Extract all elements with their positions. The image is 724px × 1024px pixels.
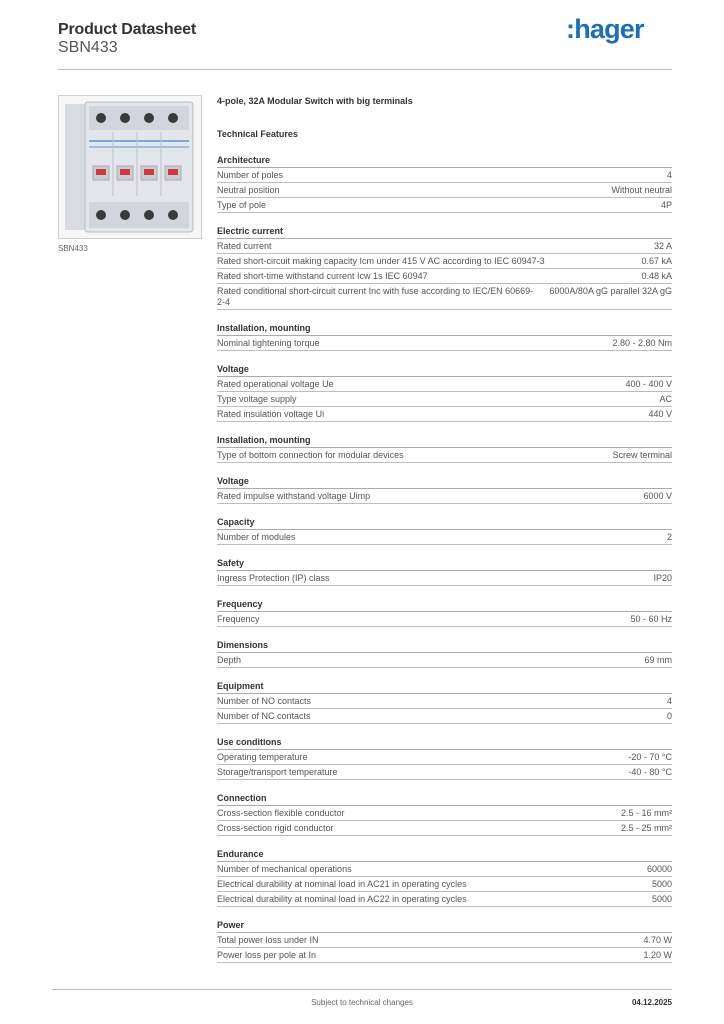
spec-label: Type of bottom connection for modular devices <box>217 450 404 460</box>
spec-value: 2.5 - 16 mm² <box>620 808 672 818</box>
spec-row <box>217 892 672 907</box>
spec-label: Rated current <box>217 241 272 251</box>
spec-row <box>217 948 672 963</box>
spec-row <box>217 862 672 877</box>
spec-section <box>217 793 672 836</box>
image-caption: SBN433 <box>58 244 88 253</box>
section-title: Architecture <box>217 155 672 168</box>
spec-label: Number of modules <box>217 532 296 542</box>
spec-section <box>217 476 672 504</box>
spec-label: Rated conditional short-circuit current Inc with fuse according to IEC/EN 60669-2-4 <box>217 286 534 307</box>
spec-label: Frequency <box>217 614 260 624</box>
spec-label: Neutral position <box>217 185 280 195</box>
spec-section <box>217 323 672 351</box>
spec-section <box>217 920 672 963</box>
product-image <box>58 95 202 239</box>
spec-row <box>217 694 672 709</box>
spec-value: 5000 <box>651 894 672 904</box>
spec-row <box>217 269 672 284</box>
spec-label: Cross-section rigid conductor <box>217 823 334 833</box>
spec-label: Rated operational voltage Ue <box>217 379 334 389</box>
spec-section <box>217 364 672 422</box>
spec-row <box>217 806 672 821</box>
spec-label: Total power loss under IN <box>217 935 319 945</box>
spec-value: 2.80 - 2.80 Nm <box>612 338 672 348</box>
spec-value: 4 <box>666 696 672 706</box>
spec-row <box>217 377 672 392</box>
footer-note: Subject to technical changes <box>311 998 413 1007</box>
spec-value: 440 V <box>648 409 672 419</box>
spec-label: Depth <box>217 655 242 665</box>
spec-row <box>217 448 672 463</box>
spec-row <box>217 653 672 668</box>
spec-section <box>217 558 672 586</box>
spec-section <box>217 599 672 627</box>
spec-row <box>217 284 672 310</box>
spec-row <box>217 183 672 198</box>
spec-label: Storage/transport temperature <box>217 767 338 777</box>
spec-row <box>217 239 672 254</box>
spec-value: 4.70 W <box>643 935 672 945</box>
spec-label: Number of NO contacts <box>217 696 312 706</box>
spec-label: Ingress Protection (IP) class <box>217 573 330 583</box>
spec-value: AC <box>659 394 672 404</box>
spec-value: 0.67 kA <box>641 256 672 266</box>
spec-section <box>217 517 672 545</box>
spec-label: Electrical durability at nominal load in AC21 in operating cycles <box>217 879 467 889</box>
spec-value: 4 <box>666 170 672 180</box>
spec-label: Operating temperature <box>217 752 308 762</box>
technical-features-title: Technical Features <box>217 129 298 139</box>
spec-value: 4P <box>660 200 672 210</box>
modular-switch-illustration <box>59 96 201 238</box>
spec-section <box>217 226 672 310</box>
spec-main <box>217 96 672 963</box>
spec-section <box>217 737 672 780</box>
hager-logo: :hager <box>566 14 644 44</box>
spec-label: Electrical durability at nominal load in AC22 in operating cycles <box>217 894 467 904</box>
spec-value: 69 mm <box>644 655 672 665</box>
section-title: Use conditions <box>217 737 672 750</box>
spec-row <box>217 750 672 765</box>
spec-value: Screw terminal <box>612 450 672 460</box>
spec-label: Number of poles <box>217 170 284 180</box>
section-title: Installation, mounting <box>217 435 672 448</box>
spec-label: Rated insulation voltage Ui <box>217 409 325 419</box>
spec-value: 400 - 400 V <box>625 379 672 389</box>
spec-section <box>217 435 672 463</box>
spec-value: Without neutral <box>611 185 672 195</box>
spec-label: Type voltage supply <box>217 394 297 404</box>
spec-label: Number of NC contacts <box>217 711 311 721</box>
spec-row <box>217 571 672 586</box>
section-title: Dimensions <box>217 640 672 653</box>
spec-row <box>217 821 672 836</box>
spec-value: 5000 <box>651 879 672 889</box>
section-title: Voltage <box>217 364 672 377</box>
spec-section <box>217 849 672 907</box>
spec-value: 6000A/80A gG parallel 32A gG <box>549 286 672 296</box>
section-title: Endurance <box>217 849 672 862</box>
spec-label: Type of pole <box>217 200 267 210</box>
spec-row <box>217 530 672 545</box>
spec-row <box>217 168 672 183</box>
spec-value: 0 <box>666 711 672 721</box>
spec-label: Cross-section flexible conductor <box>217 808 345 818</box>
spec-section <box>217 155 672 213</box>
spec-row <box>217 198 672 213</box>
section-title: Connection <box>217 793 672 806</box>
spec-value: 32 A <box>653 241 672 251</box>
logo-text: hager <box>574 14 644 44</box>
spec-section <box>217 640 672 668</box>
spec-label: Rated short-circuit making capacity Icm under 415 V AC according to IEC 60947-3 <box>217 256 545 266</box>
spec-value: IP20 <box>653 573 672 583</box>
product-description: 4-pole, 32A Modular Switch with big terminals <box>217 96 413 106</box>
spec-row <box>217 933 672 948</box>
spec-row <box>217 612 672 627</box>
section-title: Power <box>217 920 672 933</box>
doc-subtitle: SBN433 <box>58 39 118 56</box>
spec-row <box>217 765 672 780</box>
spec-label: Nominal tightening torque <box>217 338 320 348</box>
spec-row <box>217 489 672 504</box>
spec-value: -40 - 80 °C <box>628 767 672 777</box>
header-divider <box>58 69 672 70</box>
spec-sections <box>217 155 672 963</box>
footer-date: 04.12.2025 <box>631 998 672 1007</box>
section-title: Capacity <box>217 517 672 530</box>
spec-label: Rated impulse withstand voltage Uimp <box>217 491 371 501</box>
spec-label: Number of mechanical operations <box>217 864 352 874</box>
section-title: Voltage <box>217 476 672 489</box>
spec-row <box>217 709 672 724</box>
section-title: Safety <box>217 558 672 571</box>
spec-value: 0.48 kA <box>641 271 672 281</box>
spec-value: 1.20 W <box>643 950 672 960</box>
section-title: Installation, mounting <box>217 323 672 336</box>
spec-row <box>217 877 672 892</box>
section-title: Equipment <box>217 681 672 694</box>
spec-row <box>217 407 672 422</box>
section-title: Frequency <box>217 599 672 612</box>
doc-title: Product Datasheet <box>58 21 196 38</box>
spec-value: 50 - 60 Hz <box>630 614 672 624</box>
spec-row <box>217 254 672 269</box>
spec-label: Rated short-time withstand current Icw 1s IEC 60947 <box>217 271 428 281</box>
spec-value: -20 - 70 °C <box>628 752 672 762</box>
spec-label: Power loss per pole at In <box>217 950 317 960</box>
spec-value: 2.5 - 25 mm² <box>620 823 672 833</box>
spec-row <box>217 392 672 407</box>
spec-row <box>217 336 672 351</box>
spec-value: 6000 V <box>643 491 672 501</box>
spec-value: 2 <box>666 532 672 542</box>
footer-divider <box>52 989 672 990</box>
spec-value: 60000 <box>646 864 672 874</box>
spec-section <box>217 681 672 724</box>
section-title: Electric current <box>217 226 672 239</box>
